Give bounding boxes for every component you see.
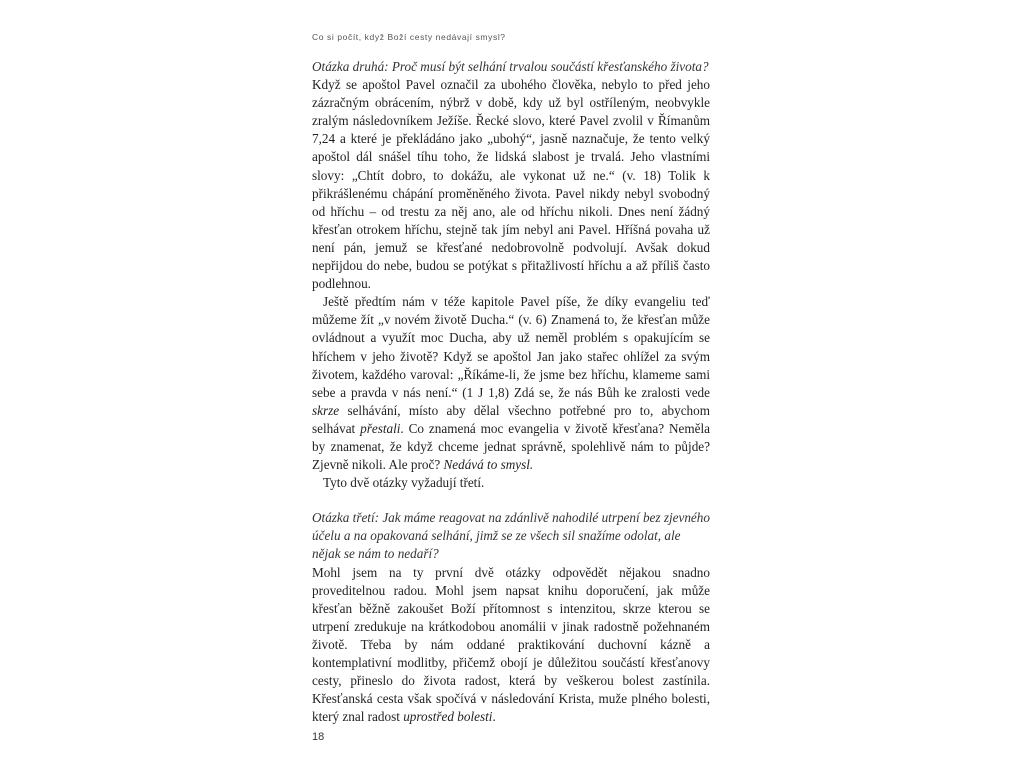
- emphasis: přestali: [360, 420, 401, 436]
- body-text: [312, 58, 710, 726]
- emphasis: uprostřed bolesti: [403, 709, 493, 725]
- emphasis: skrze: [312, 402, 340, 418]
- text-run: Ještě předtím nám v téže kapitole Pavel píše, že díky evangeliu teď můžeme žít „v novém životě Ducha.“ (v. 6) Znamená to, že křesťan může ovládnout a využít moc Ducha, aby už neměl problém s opakujícím se hříchem v jeho životě? Když se apoštol Jan jako stařec ohlížel za svým životem, každého varoval: „Říkáme-li, že jsme bez hříchu, klameme sami sebe a pravda v nás není.“ (1 J 1,8) Zdá se, že nás Bůh ke zralosti vede: [312, 294, 710, 400]
- text-run: Mohl jsem na ty první dvě otázky odpovědět nějakou snadno proveditelnou radou. Mohl jsem napsat knihu doporučení, jak může křesťan běžně zakoušet Boží přítomnost s intenzitou, skrze kterou se utrpení zredukuje na krátkodobou anomálii v jinak radostně požehnaném životě. Třeba by nám oddané praktikování duchovní kázně a kontemplativní modlitby, přičemž obojí je důležitou součástí křesťanovy cesty, přineslo do života radost, která by veškerou bolest zastínila. Křesťanská cesta však spočívá v následování Krista, muže plného bolesti, který znal radost: [312, 564, 710, 725]
- paragraph: Když se apoštol Pavel označil za ubohého člověka, nebylo to před jeho zázračným obrácením, nýbrž v době, kdy už byl ostříleným, neobvykle zralým následovníkem Ježíše. Řecké slovo, které Pavel zvolil v Římanům 7,24 a které je překládáno jako „ubohý“, jasně naznačuje, že tento velký apoštol dál snášel tíhu toho, že lidská slabost je trvalá. Jeho vlastními slovy: „Chtít dobro, to dokážu, ale vykonat už ne.“ (v. 18) Tolik k přikrášlenému chápání proměněného života. Pavel nikdy nebyl svobodný od hříchu – od trestu za něj ano, ale od hříchu nikoli. Dnes není žádný křesťan otrokem hříchu, stejně tak jím nebyl ani Pavel. Hříšná povaha už není pán, jemuž se křesťané nedobrovolně podvolují. Avšak dokud nepřijdou do nebe, budou se potýkat s přitažlivostí hříchu a až příliš často podlehnou.: [312, 77, 710, 292]
- emphasis: Nedává to smysl.: [443, 457, 534, 473]
- paragraph: Tyto dvě otázky vyžadují třetí.: [323, 475, 485, 491]
- question-three-heading: Otázka třetí: Jak máme reagovat na zdánlivě nahodilé utrpení bez zjevného účelu a na opakovaná selhání, jimž se ze všech sil snažíme odolat, ale nějak se nám to nedaří?: [312, 510, 710, 562]
- paragraph: [312, 293, 710, 474]
- running-header: Co si počít, když Boží cesty nedávají smysl?: [312, 32, 506, 42]
- text-run: selhávání, místo aby dělal všechno potřebné pro to, abychom selhávat: [312, 402, 710, 436]
- question-two-heading: Otázka druhá: Proč musí být selhání trvalou součástí křesťanského života?: [312, 59, 709, 74]
- paragraph: [312, 564, 710, 727]
- page-number: 18: [312, 731, 325, 743]
- text-run: .: [492, 709, 496, 725]
- section-spacer: [312, 492, 710, 509]
- text-run: . Co znamená moc evangelia v životě křesťana? Neměla by znamenat, že když chceme jednat správně, spolehlivě nám to půjde? Zjevně nikoli. Ale proč?: [312, 420, 710, 473]
